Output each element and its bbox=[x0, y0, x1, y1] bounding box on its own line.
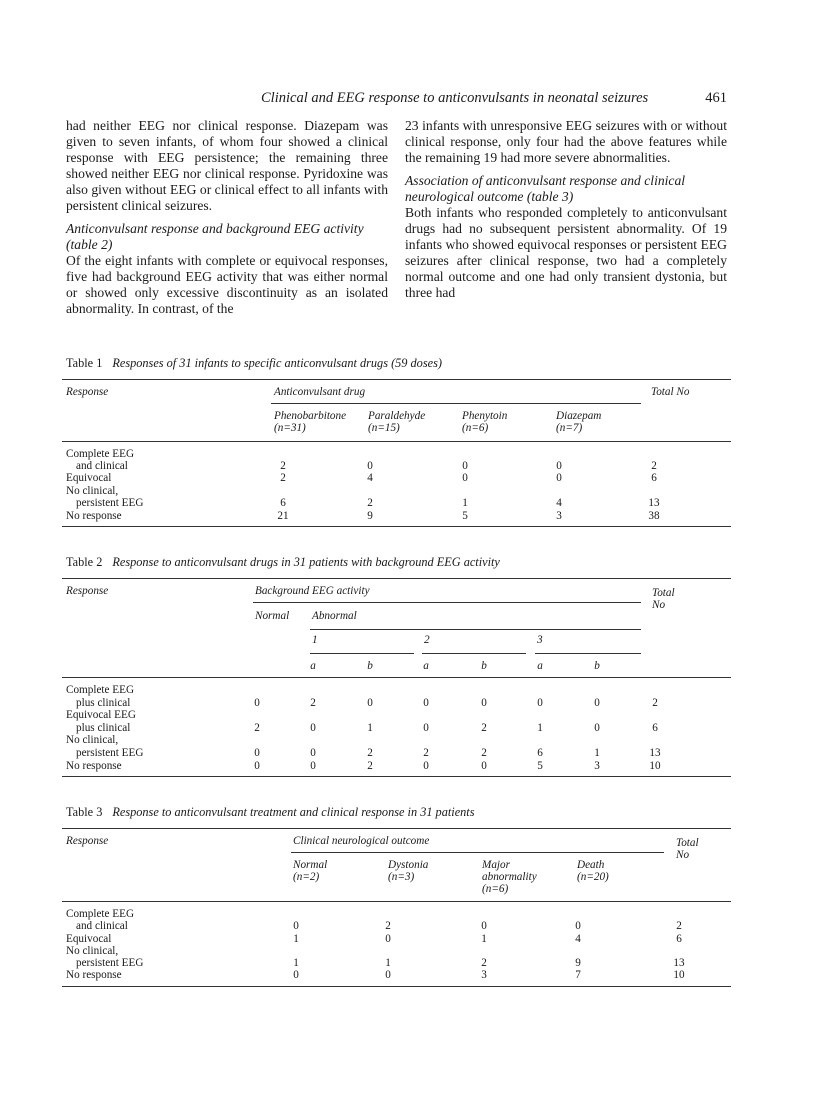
column-header: Phenytoin bbox=[462, 410, 508, 422]
table-cell: 0 bbox=[481, 697, 487, 709]
header-bottom-rule bbox=[62, 677, 731, 678]
header-bottom-rule bbox=[62, 441, 731, 442]
table-title: Response to anticonvulsant treatment and clinical response in 31 patients bbox=[112, 805, 475, 819]
column-group-header: Background EEG activity bbox=[255, 585, 370, 597]
row-label: No clinical, bbox=[66, 734, 119, 746]
grade-header: 2 bbox=[424, 634, 430, 646]
column-header-abnormal: Abnormal bbox=[312, 610, 357, 622]
table-cell: 0 bbox=[481, 920, 487, 932]
group-rule bbox=[271, 403, 641, 404]
column-header-normal: Normal bbox=[255, 610, 290, 622]
table-cell: 0 bbox=[254, 747, 260, 759]
row-label: plus clinical bbox=[76, 697, 131, 709]
text-column-right bbox=[405, 118, 727, 301]
row-label: Equivocal EEG bbox=[66, 709, 136, 721]
subgrade-header: a bbox=[423, 660, 429, 672]
table-top-rule bbox=[62, 828, 731, 829]
grade-rule bbox=[310, 653, 414, 654]
table-cell: 0 bbox=[462, 472, 468, 484]
row-label: Complete EEG bbox=[66, 448, 135, 460]
column-header: abnormality bbox=[482, 871, 537, 883]
table-cell: 0 bbox=[367, 460, 373, 472]
table-cell: 1 bbox=[594, 747, 600, 759]
table-cell: 0 bbox=[254, 697, 260, 709]
grade-header: 1 bbox=[312, 634, 318, 646]
table-cell: 0 bbox=[310, 747, 316, 759]
column-header: Death bbox=[577, 859, 605, 871]
table-cell: 0 bbox=[481, 760, 487, 772]
table-cell: 0 bbox=[423, 760, 429, 772]
table-cell: 0 bbox=[293, 969, 299, 981]
table-cell: 0 bbox=[293, 920, 299, 932]
table-cell: 0 bbox=[575, 920, 581, 932]
column-header-total: Total bbox=[652, 587, 675, 599]
table-cell: 2 bbox=[423, 747, 429, 759]
table-title: Responses of 31 infants to specific anticonvulsant drugs (59 doses) bbox=[112, 356, 442, 370]
row-label: No clinical, bbox=[66, 485, 119, 497]
table-cell: 6 bbox=[537, 747, 543, 759]
column-header-n: (n=6) bbox=[462, 422, 489, 434]
table-cell: 0 bbox=[385, 969, 391, 981]
running-title: Clinical and EEG response to anticonvulsants in neonatal seizures bbox=[261, 90, 649, 106]
table-cell: 5 bbox=[462, 510, 468, 522]
row-label: No response bbox=[66, 760, 122, 772]
paragraph: Of the eight infants with complete or equivocal responses, five had background EEG activity that was either normal or showed only excessive discontinuity as an isolated abnormality. In contrast, of the bbox=[66, 253, 388, 316]
table-cell: 0 bbox=[594, 722, 600, 734]
table-cell-total: 2 bbox=[652, 697, 658, 709]
table-label: Table 3 bbox=[66, 805, 103, 819]
subgrade-header: a bbox=[310, 660, 316, 672]
table-cell-total: 10 bbox=[673, 969, 685, 981]
table-1-caption bbox=[66, 356, 442, 371]
column-header: Dystonia bbox=[388, 859, 429, 871]
table-cell: 1 bbox=[481, 933, 487, 945]
row-label: No response bbox=[66, 510, 122, 522]
table-cell: 0 bbox=[385, 933, 391, 945]
table-cell: 2 bbox=[385, 920, 391, 932]
column-header-response: Response bbox=[66, 835, 109, 847]
table-cell-total: 10 bbox=[649, 760, 661, 772]
table-cell: 0 bbox=[556, 460, 562, 472]
grade-rule bbox=[422, 653, 526, 654]
table-cell-total: 2 bbox=[651, 460, 657, 472]
column-header-n: (n=2) bbox=[293, 871, 320, 883]
table-cell-total: 38 bbox=[648, 510, 660, 522]
table-cell-total: 13 bbox=[648, 497, 660, 509]
column-header: Diazepam bbox=[556, 410, 602, 422]
table-cell: 0 bbox=[310, 760, 316, 772]
table-cell: 0 bbox=[462, 460, 468, 472]
table-cell: 1 bbox=[293, 957, 299, 969]
table-bottom-rule bbox=[62, 776, 731, 777]
row-label: Complete EEG bbox=[66, 684, 135, 696]
table-label: Table 1 bbox=[66, 356, 103, 370]
paragraph: had neither EEG nor clinical response. Diazepam was given to seven infants, of whom four showed a clinical response with EEG persistence; the remaining three showed neither EEG nor clinical response. Pyridoxine was also given without EEG or clinical effect to all infants with persistent clinical seizures. bbox=[66, 118, 388, 213]
table-cell-total: 13 bbox=[673, 957, 685, 969]
table-cell: 2 bbox=[481, 722, 487, 734]
row-label: persistent EEG bbox=[76, 497, 144, 509]
section-heading: Association of anticonvulsant response and clinical neurological outcome (table 3) bbox=[405, 173, 686, 204]
table-3-caption bbox=[66, 805, 475, 820]
table-cell: 2 bbox=[481, 957, 487, 969]
column-header-response: Response bbox=[66, 585, 109, 597]
table-cell: 7 bbox=[575, 969, 581, 981]
column-header-n: (n=6) bbox=[482, 883, 509, 895]
column-group-header: Clinical neurological outcome bbox=[293, 835, 430, 847]
table-cell: 2 bbox=[367, 760, 373, 772]
column-header: Normal bbox=[293, 859, 328, 871]
table-cell: 1 bbox=[293, 933, 299, 945]
table-cell: 0 bbox=[556, 472, 562, 484]
table-cell: 2 bbox=[367, 497, 373, 509]
table-title: Response to anticonvulsant drugs in 31 patients with background EEG activity bbox=[112, 555, 500, 569]
subgrade-header: b bbox=[367, 660, 373, 672]
table-bottom-rule bbox=[62, 986, 731, 987]
row-label: plus clinical bbox=[76, 722, 131, 734]
row-label: Equivocal bbox=[66, 472, 112, 484]
table-cell: 4 bbox=[367, 472, 373, 484]
table-cell: 1 bbox=[537, 722, 543, 734]
row-label: and clinical bbox=[76, 460, 128, 472]
column-header-total: Total No bbox=[651, 386, 690, 398]
column-header-n: (n=20) bbox=[577, 871, 609, 883]
table-cell: 21 bbox=[277, 510, 289, 522]
group-rule bbox=[291, 852, 664, 853]
column-header-n: (n=15) bbox=[368, 422, 400, 434]
column-group-header: Anticonvulsant drug bbox=[274, 386, 366, 398]
row-label: Equivocal bbox=[66, 933, 112, 945]
table-cell: 1 bbox=[367, 722, 373, 734]
table-cell: 3 bbox=[481, 969, 487, 981]
column-header-response: Response bbox=[66, 386, 109, 398]
row-label: persistent EEG bbox=[76, 957, 144, 969]
text-column-left bbox=[66, 118, 388, 317]
table-cell: 2 bbox=[254, 722, 260, 734]
subgrade-header: b bbox=[594, 660, 600, 672]
column-header: Paraldehyde bbox=[368, 410, 426, 422]
table-cell: 0 bbox=[594, 697, 600, 709]
paragraph: Both infants who responded completely to anticonvulsant drugs had no subsequent persistent abnormality. Of 19 infants who showed equivocal responses or persistent EEG seizures after clinical response, two had a completely normal outcome and one had only transient dystonia, but three had bbox=[405, 205, 727, 300]
column-header-n: (n=3) bbox=[388, 871, 415, 883]
table-cell-total: 6 bbox=[676, 933, 682, 945]
table-cell: 0 bbox=[310, 722, 316, 734]
row-label: No clinical, bbox=[66, 945, 119, 957]
row-label: persistent EEG bbox=[76, 747, 144, 759]
table-cell: 4 bbox=[556, 497, 562, 509]
table-cell: 5 bbox=[537, 760, 543, 772]
column-header-total: No bbox=[676, 849, 690, 861]
table-cell: 2 bbox=[280, 472, 286, 484]
group-rule bbox=[253, 602, 641, 603]
column-header-total: Total bbox=[676, 837, 699, 849]
row-label: No response bbox=[66, 969, 122, 981]
row-label: Complete EEG bbox=[66, 908, 135, 920]
table-cell: 0 bbox=[254, 760, 260, 772]
grade-rule bbox=[535, 653, 641, 654]
page-number: 461 bbox=[705, 90, 727, 106]
row-label: and clinical bbox=[76, 920, 128, 932]
table-cell-total: 2 bbox=[676, 920, 682, 932]
column-header-total: No bbox=[652, 599, 666, 611]
column-header-n: (n=7) bbox=[556, 422, 583, 434]
running-header bbox=[261, 90, 727, 107]
table-cell: 9 bbox=[367, 510, 373, 522]
column-header: Major bbox=[482, 859, 510, 871]
subgrade-header: a bbox=[537, 660, 543, 672]
table-cell: 3 bbox=[556, 510, 562, 522]
table-cell-total: 13 bbox=[649, 747, 661, 759]
table-cell: 0 bbox=[423, 722, 429, 734]
table-cell-total: 6 bbox=[652, 722, 658, 734]
section-heading: Anticonvulsant response and background EEG activity (table 2) bbox=[66, 221, 364, 252]
table-cell: 0 bbox=[367, 697, 373, 709]
paragraph: 23 infants with unresponsive EEG seizures with or without clinical response, only four had the above features while the remaining 19 had more severe abnormalities. bbox=[405, 118, 727, 165]
table-2-caption bbox=[66, 555, 500, 570]
table-cell: 0 bbox=[537, 697, 543, 709]
table-cell: 2 bbox=[280, 460, 286, 472]
grade-header: 3 bbox=[537, 634, 543, 646]
table-cell-total: 6 bbox=[651, 472, 657, 484]
table-cell: 0 bbox=[423, 697, 429, 709]
table-cell: 1 bbox=[462, 497, 468, 509]
table-bottom-rule bbox=[62, 526, 731, 527]
table-top-rule bbox=[62, 379, 731, 380]
column-header: Phenobarbitone bbox=[274, 410, 347, 422]
header-bottom-rule bbox=[62, 901, 731, 902]
table-cell: 2 bbox=[481, 747, 487, 759]
column-header-n: (n=31) bbox=[274, 422, 306, 434]
table-cell: 1 bbox=[385, 957, 391, 969]
table-cell: 6 bbox=[280, 497, 286, 509]
table-cell: 2 bbox=[310, 697, 316, 709]
table-cell: 3 bbox=[594, 760, 600, 772]
table-cell: 4 bbox=[575, 933, 581, 945]
table-cell: 2 bbox=[367, 747, 373, 759]
subgroup-rule bbox=[310, 629, 641, 630]
table-cell: 9 bbox=[575, 957, 581, 969]
table-label: Table 2 bbox=[66, 555, 103, 569]
table-top-rule bbox=[62, 578, 731, 579]
subgrade-header: b bbox=[481, 660, 487, 672]
